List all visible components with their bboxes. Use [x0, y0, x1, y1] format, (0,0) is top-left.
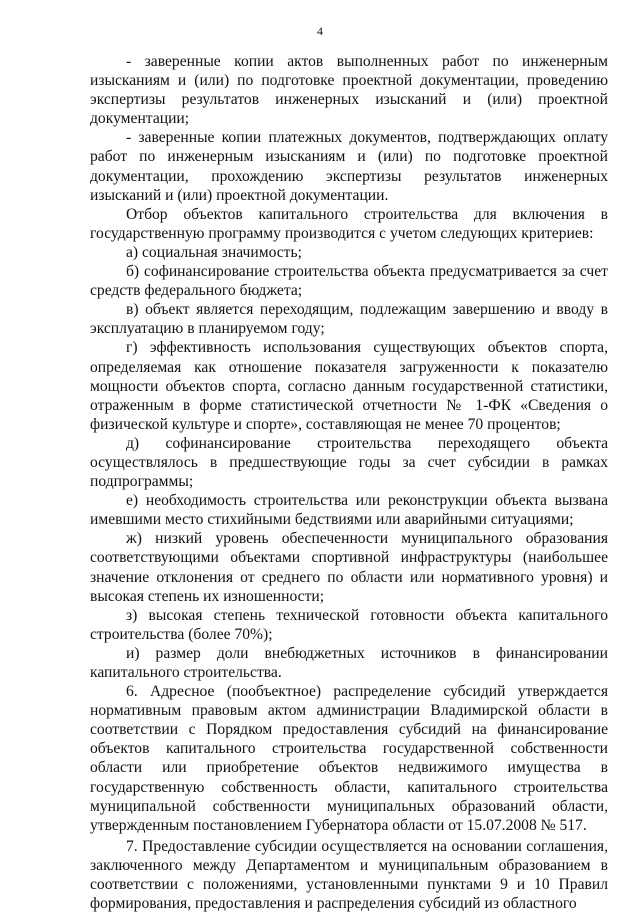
criterion-e: е) необходимость строительства или реконструкции объекта вызвана имевшими место стихийными бедствиями или аварийными ситуациями;: [90, 492, 608, 529]
criterion-zh: ж) низкий уровень обеспеченности муниципального образования соответствующими объектами спортивной инфраструктуры (наибольшее значение отклонения от среднего по области или нормативного уровня) и высокая степень их изношенности;: [90, 530, 608, 605]
criterion-d: д) софинансирование строительства переходящего объекта осуществлялось в предшествующие годы за счет субсидии в рамках подпрограммы;: [90, 434, 608, 491]
criterion-z: з) высокая степень технической готовности объекта капитального строительства (более 70%);: [90, 606, 608, 643]
page-number: 4: [317, 24, 323, 38]
criterion-a: а) социальная значимость;: [126, 243, 302, 261]
criterion-v: в) объект является переходящим, подлежащим завершению и вводу в эксплуатацию в планируемом году;: [90, 301, 608, 338]
criterion-g: г) эффективность использования существующих объектов спорта, определяемая как отношение показателя загруженности к показателю мощности объектов спорта, согласно данным государственной статистики, отраженным в форме статистической отчетности № 1-ФК «Сведения о физической культуре и спорте», составляющая не менее 70 процентов;: [90, 339, 608, 433]
paragraph-certified-copies-payments: - заверенные копии платежных документов, подтверждающих оплату работ по инженерным изысканиям и (или) по подготовке проектной документации, прохождению экспертизы результатов инженерных изысканий и (или) проектной документации.: [90, 129, 608, 204]
paragraph-section-6: 6. Адресное (пообъектное) распределение субсидий утверждается нормативным правовым актом администрации Владимирской области в соответствии с Порядком предоставления субсидий на финансирование объектов капитального строительства государственной собственности области или приобретение объектов недвижимого имущества в государственную собственность области, капитального строительства муниципальной собственности муниципальных образований области, утвержденным постановлением Губернатора области от 15.07.2008 № 517.: [90, 683, 608, 834]
criterion-b: б) софинансирование строительства объекта предусматривается за счет средств федерального бюджета;: [90, 263, 608, 300]
document-body: [90, 52, 608, 913]
paragraph-certified-copies-acts: - заверенные копии актов выполненных работ по инженерным изысканиям и (или) по подготовке проектной документации, проведению экспертизы результатов инженерных изысканий и (или) проектной документации;: [90, 53, 608, 128]
criterion-i: и) размер доли внебюджетных источников в финансировании капитального строительства.: [90, 644, 608, 681]
paragraph-section-7: 7. Предоставление субсидии осуществляется на основании соглашения, заключенного между Департаментом и муниципальным образованием в соответствии с положениями, установленными пунктами 9 и 10 Правил формирования, предоставления и распределения субсидий из областного: [90, 837, 608, 913]
paragraph-selection-criteria-intro: Отбор объектов капитального строительства для включения в государственную программу производится с учетом следующих критериев:: [90, 205, 608, 242]
